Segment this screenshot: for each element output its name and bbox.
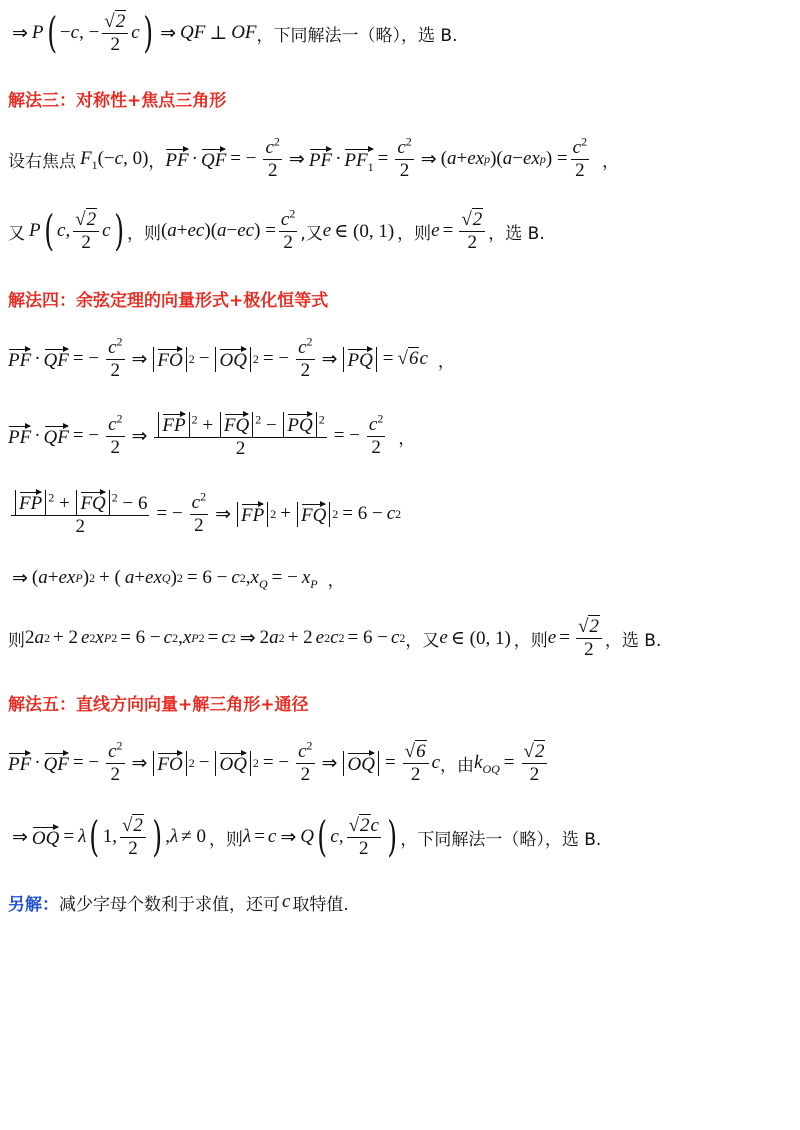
- method-4-line-5: 则 2 a 2 + 2 e 2 x P 2 = 6 − c 2 , x P 2 = c 2 ⇒ 2 a 2 + 2 e 2 c 2 = 6 − c 2 ，又 e ∈ (0, 1) ，则 e = $\frac{√2}{2}$ ，选 B.: [8, 615, 662, 660]
- method-4-line-1: PF · QF = − $\frac{c^2}{2}$ ⇒ FO 2 − OQ 2 = − $\frac{c^2}{2}$ ⇒ PQ = √6 c ，: [8, 334, 455, 381]
- heading-method-5: 解法五：直线方向向量+解三角形+通径: [8, 695, 309, 715]
- alt-solution-label: 另解：: [8, 894, 59, 915]
- method-5-line-2: ⇒ OQ = λ ( 1, $\frac{√2}{2}$ ) , λ ≠ 0 ，则 λ = c ⇒ Q ( c , $\frac{√2c}{2}$ ) ，下同解法一（略），选 B.: [12, 812, 602, 861]
- line-1-p-coordinates: ⇒ P ( − c , − $\frac{√2}{2}$ c ) ⇒ QF ⊥ OF ，下同解法一（略），选 B.: [12, 8, 458, 57]
- method-4-line-3: $\frac{FP ^2 + FQ ^2 - 6}{2}$ = − $\frac{c^2}{2}$ ⇒ FP 2 + FQ 2 = 6 − c 2: [8, 478, 792, 550]
- method-3-line-1: 设右焦点 $F_1$ (− c , 0) ， PF · QF = − $\frac{c^2}{2}$ ⇒ PF · $PF_1$ = $\frac{c^2}{2}$ ⇒ ( a + ex p )( a − ex p ) = $\frac{c^2}{2}$ ，: [8, 134, 620, 181]
- method-4-line-2: PF · QF = − $\frac{c^2}{2}$ ⇒ $\frac{FP ^2 + FQ ^2 - PQ ^2}{2}$ = − $\frac{c^2}{2}$ ，: [8, 411, 416, 459]
- method-3-line-2: 又 P ( c , $\frac{√2}{2}$ c ) ，则 ( a + ec )( a − ec ) = $\frac{c^2}{2}$ ,又 e ∈ (0, 1) ，则 e = $\frac{√2}{2}$ ，选 B.: [8, 206, 545, 255]
- line-1-tail: ，下同解法一（略），选 B.: [256, 25, 458, 46]
- method-4-line-4: ⇒ ( a + ex P ) 2 + ( a + ex Q ) 2 = 6 − c 2 , $x_Q$ = − $x_P$ ，: [12, 567, 345, 591]
- alt-solution-line: 另解： 减少字母个数利于求值，还可 c 取特值.: [8, 891, 349, 915]
- heading-method-3: 解法三：对称性+焦点三角形: [8, 91, 227, 111]
- method-5-line-1: PF · QF = − $\frac{c^2}{2}$ ⇒ FO 2 − OQ 2 = − $\frac{c^2}{2}$ ⇒ OQ = $\frac{√6}{2}$ c ，由 $k_{OQ}$ = $\frac{√2}{2}$: [8, 730, 792, 796]
- heading-method-4: 解法四：余弦定理的向量形式+极化恒等式: [8, 291, 329, 311]
